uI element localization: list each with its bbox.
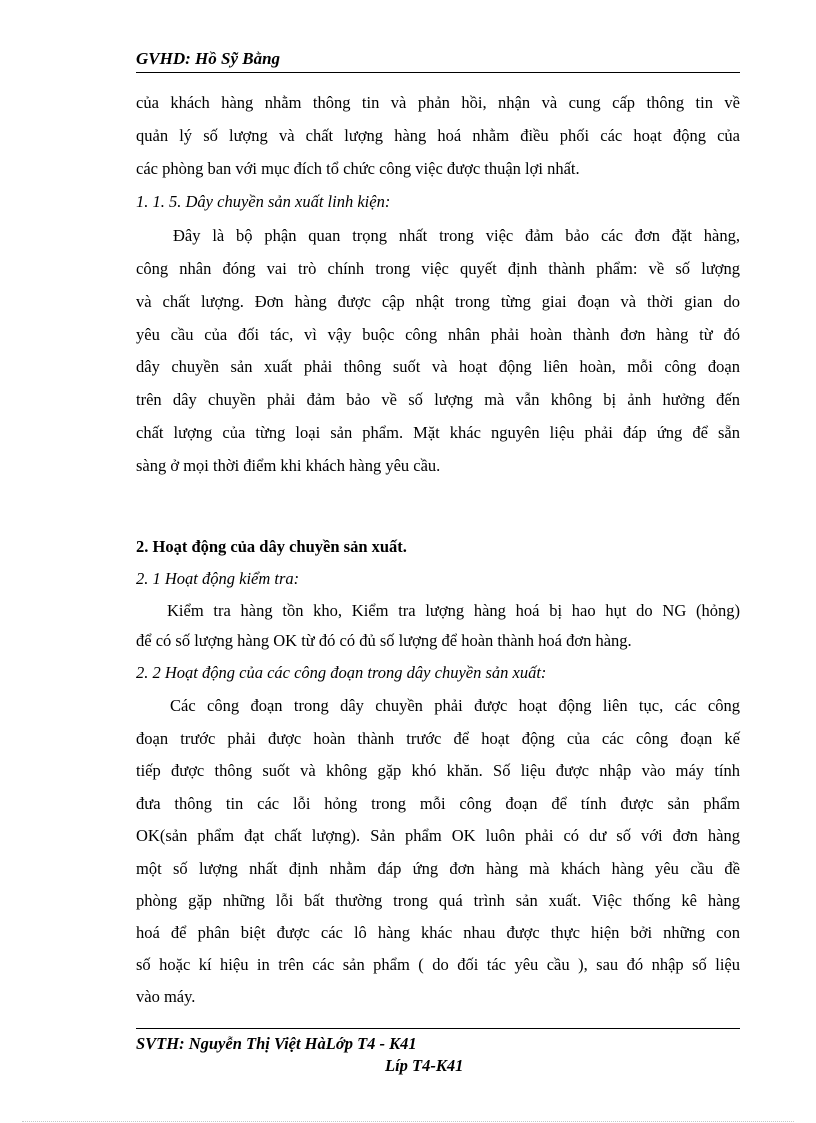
paragraph-line: đưa thông tin các lỗi hỏng trong mỗi công đoạn để tính được sản phẩm bbox=[136, 794, 740, 813]
footer-divider bbox=[136, 1028, 740, 1029]
paragraph-line: quản lý số lượng và chất lượng hàng hoá nhằm điều phối các hoạt động của bbox=[136, 126, 740, 145]
footer-class: Líp T4-K41 bbox=[385, 1056, 464, 1075]
paragraph-line: để có số lượng hàng OK từ đó có đủ số lượng để hoàn thành hoá đơn hàng. bbox=[136, 631, 632, 650]
section-heading-2: 2. Hoạt động của dây chuyền sản xuất. bbox=[136, 537, 407, 556]
page-header-instructor: GVHD: Hồ Sỹ Bằng bbox=[136, 48, 740, 73]
paragraph-line: chất lượng của từng loại sản phẩm. Mặt khác nguyên liệu phải đáp ứng để sẵn bbox=[136, 423, 740, 442]
paragraph-line: Các công đoạn trong dây chuyền phải được hoạt động liên tục, các công bbox=[170, 696, 740, 715]
paragraph-line: dây chuyền sản xuất phải thông suốt và hoạt động liên hoàn, mỗi công đoạn bbox=[136, 357, 740, 376]
paragraph-line: số hoặc kí hiệu in trên các sản phẩm ( do đối tác yêu cầu ), sau đó nhập số liệu bbox=[136, 955, 740, 974]
paragraph-line: sàng ở mọi thời điểm khi khách hàng yêu cầu. bbox=[136, 456, 441, 475]
footer-student: SVTH: Nguyễn Thị Việt HàLớp T4 - K41 bbox=[136, 1034, 417, 1053]
paragraph-line: công nhân đóng vai trò chính trong việc quyết định thành phẩm: về số lượng bbox=[136, 259, 740, 278]
paragraph-line: Kiểm tra hàng tồn kho, Kiểm tra lượng hàng hoá bị hao hụt do NG (hỏng) bbox=[167, 601, 740, 620]
paragraph-line: của khách hàng nhằm thông tin và phản hồi, nhận và cung cấp thông tin về bbox=[136, 93, 740, 112]
paragraph-line: và chất lượng. Đơn hàng được cập nhật trong từng giai đoạn và thời gian do bbox=[136, 292, 740, 311]
section-heading-1-1-5: 1. 1. 5. Dây chuyền sản xuất linh kiện: bbox=[136, 192, 391, 211]
paragraph-line: các phòng ban với mục đích tổ chức công việc được thuận lợi nhất. bbox=[136, 159, 580, 178]
paragraph-line: Đây là bộ phận quan trọng nhất trong việc đảm bảo các đơn đặt hàng, bbox=[173, 226, 740, 245]
paragraph-line: tiếp được thông suốt và không gặp khó khăn. Số liệu được nhập vào máy tính bbox=[136, 761, 740, 780]
page-bottom-dotted-border bbox=[22, 1121, 794, 1122]
paragraph-line: đoạn trước phải được hoàn thành trước để hoạt động của các công đoạn kế bbox=[136, 729, 740, 748]
section-heading-2-1: 2. 1 Hoạt động kiểm tra: bbox=[136, 569, 300, 588]
section-heading-2-2: 2. 2 Hoạt động của các công đoạn trong dây chuyền sản xuất: bbox=[136, 663, 547, 682]
paragraph-line: yêu cầu của đối tác, vì vậy buộc công nhân phải hoàn thành đơn hàng từ đó bbox=[136, 325, 740, 344]
paragraph-line: một số lượng nhất định nhằm đáp ứng đơn hàng mà khách hàng yêu cầu đề bbox=[136, 859, 740, 878]
paragraph-line: hoá để phân biệt được các lô hàng khác nhau được thực hiện bởi những con bbox=[136, 923, 740, 942]
paragraph-line: phòng gặp những lỗi bất thường trong quá trình sản xuất. Việc thống kê hàng bbox=[136, 891, 740, 910]
paragraph-line: vào máy. bbox=[136, 987, 196, 1006]
paragraph-line: trên dây chuyền phải đảm bảo về số lượng mà vẫn không bị ảnh hưởng đến bbox=[136, 390, 740, 409]
paragraph-line: OK(sản phẩm đạt chất lượng). Sản phẩm OK luôn phải có dư số với đơn hàng bbox=[136, 826, 740, 845]
